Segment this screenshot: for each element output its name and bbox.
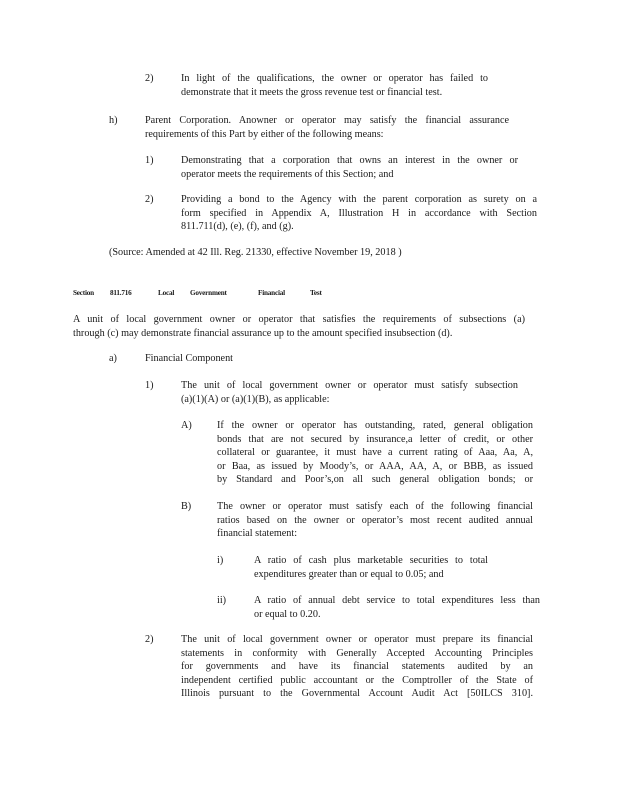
- text-line: Illinois pursuant to the Governmental Account Audit Act [50ILCS 310].: [181, 688, 533, 699]
- item-marker: 2): [145, 634, 154, 645]
- item-marker: h): [109, 115, 118, 126]
- section-number: 811.716: [110, 289, 132, 297]
- text-line: ratios based on the owner or operator’s most recent audited annual: [217, 514, 533, 526]
- text-line: or Baa, as issued by Moody’s, or AAA, AA, A, or BBB, as issued: [217, 460, 533, 472]
- item-marker: ii): [217, 595, 227, 606]
- subsection-title: Financial Component: [145, 353, 233, 364]
- item-marker: 1): [145, 155, 154, 166]
- item-marker: A): [181, 420, 192, 431]
- text-line: The unit of local government owner or operator must satisfy subsection: [181, 380, 518, 391]
- text-line: requirements of this Part by either of the following means:: [145, 128, 384, 140]
- source-note: (Source: Amended at 42 Ill. Reg. 21330, effective November 19, 2018 ): [109, 247, 402, 258]
- text-line: The owner or operator must satisfy each of the following financial: [217, 501, 533, 512]
- paragraph-a1B: [217, 500, 533, 541]
- section-intro: [73, 313, 525, 340]
- paragraph-a1A: [217, 419, 533, 487]
- text-line: by Standard and Poor’s,on all such general obligation bonds; or: [217, 474, 533, 485]
- paragraph-h1: [181, 154, 518, 181]
- text-line: demonstrate that it meets the gross revenue test or financial test.: [181, 86, 443, 98]
- text-line: Parent Corporation. Anowner or operator may satisfy the financial assurance: [145, 115, 509, 126]
- text-line: (a)(1)(A) or (a)(1)(B), as applicable:: [181, 393, 330, 405]
- item-marker: 1): [145, 380, 154, 391]
- text-line: A unit of local government owner or operator that satisfies the requirements of subsections (a): [73, 314, 525, 325]
- text-line: through (c) may demonstrate financial assurance up to the amount specified insubsection (d).: [73, 327, 453, 339]
- text-line: form specified in Appendix A, Illustration H in accordance with Section: [181, 207, 537, 219]
- text-line: In light of the qualifications, the owner or operator has failed to: [181, 73, 488, 84]
- paragraph-h2: [181, 193, 537, 234]
- item-marker: i): [217, 555, 224, 566]
- paragraph-a1Bii: [254, 594, 540, 621]
- text-line: collateral or guarantee, it must have a current rating of Aaa, Aa, A,: [217, 447, 533, 458]
- item-marker: 2): [145, 73, 154, 84]
- text-line: The unit of local government owner or operator must prepare its financial: [181, 634, 533, 645]
- paragraph-g2: [181, 72, 488, 99]
- text-line: bonds that are not secured by insurance,a letter of credit, or other: [217, 433, 533, 445]
- text-line: financial statement:: [217, 528, 298, 539]
- section-title-word: Financial: [258, 289, 285, 297]
- paragraph-h: [145, 114, 509, 141]
- text-line: for governments and have its financial statements audited by an: [181, 661, 533, 672]
- text-line: expenditures greater than or equal to 0.05; and: [254, 568, 444, 580]
- item-marker: a): [109, 353, 117, 364]
- text-line: independent certified public accountant or the Comptroller of the State of: [181, 674, 533, 686]
- paragraph-a1: [181, 379, 518, 406]
- text-line: A ratio of cash plus marketable securities to total: [254, 555, 488, 566]
- text-line: operator meets the requirements of this Section; and: [181, 168, 394, 180]
- item-marker: B): [181, 501, 192, 512]
- section-label: Section: [73, 289, 94, 297]
- section-title-word: Local: [158, 289, 175, 297]
- text-line: 811.711(d), (e), (f), and (g).: [181, 221, 294, 232]
- text-line: A ratio of annual debt service to total expenditures less than: [254, 595, 540, 606]
- section-title-word: Government: [190, 289, 227, 297]
- text-line: Demonstrating that a corporation that owns an interest in the owner or: [181, 155, 518, 166]
- text-line: Providing a bond to the Agency with the parent corporation as surety on a: [181, 194, 537, 205]
- paragraph-a1Bi: [254, 554, 488, 581]
- text-line: If the owner or operator has outstanding, rated, general obligation: [217, 420, 533, 431]
- item-marker: 2): [145, 194, 154, 205]
- text-line: statements in conformity with Generally Accepted Accounting Principles: [181, 647, 533, 659]
- section-title-word: Test: [310, 289, 322, 297]
- paragraph-a2: [181, 633, 533, 701]
- text-line: or equal to 0.20.: [254, 608, 321, 620]
